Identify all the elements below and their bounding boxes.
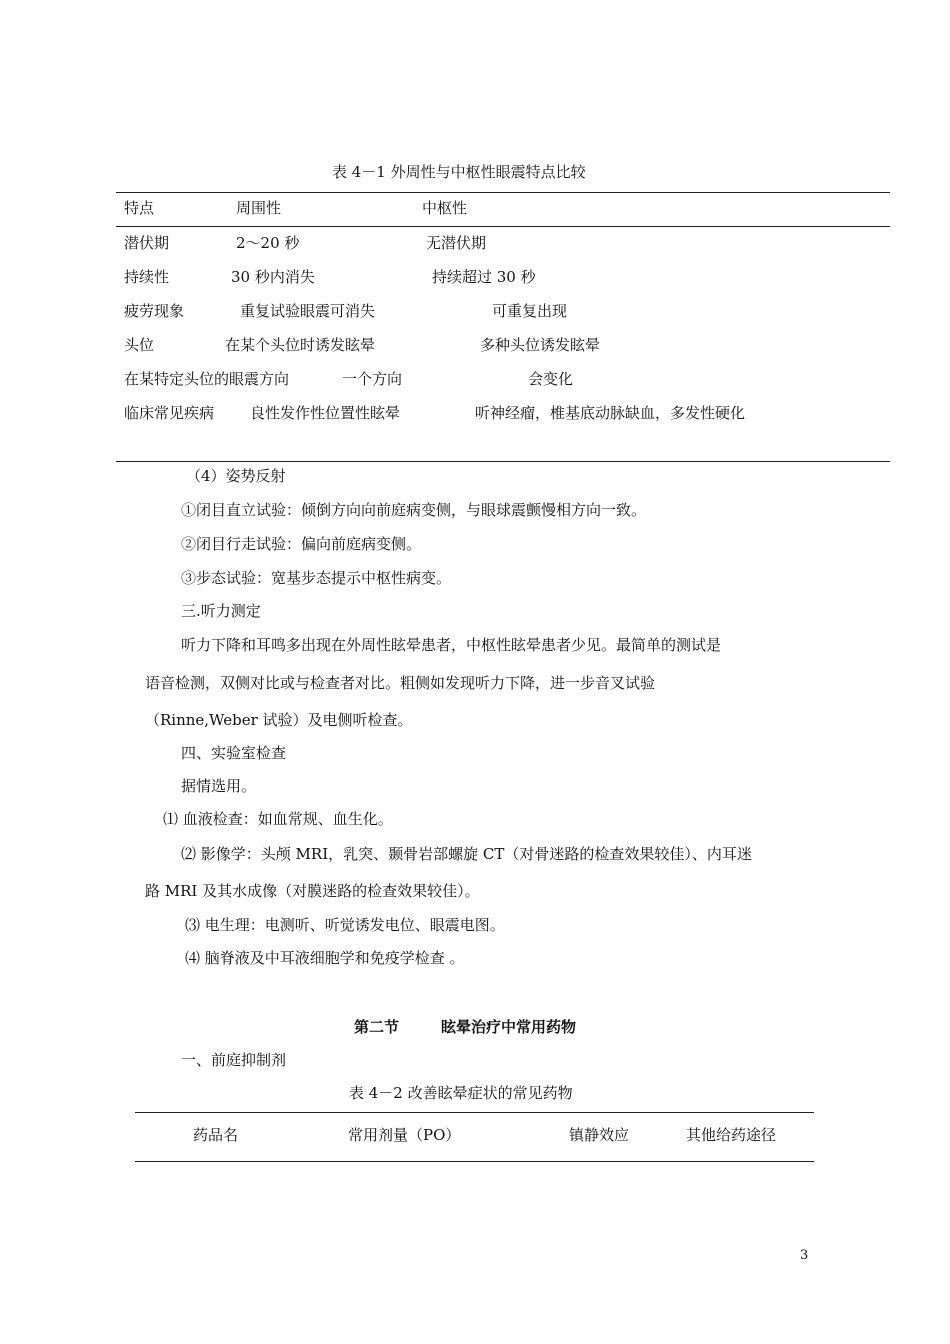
table1-row-direction-feature: 在某特定头位的眼震方向: [124, 370, 290, 388]
table1-bottom-rule: [116, 461, 890, 462]
table1-row-latency-feature: 潜伏期: [124, 234, 170, 252]
table2-header-route: 其他给药途径: [686, 1126, 777, 1144]
table1-caption: 表 4－1 外周性与中枢性眼震特点比较: [332, 163, 586, 181]
lab-item-2-cont: 路 MRI 及其水成像（对膜迷路的检查效果较佳）。: [145, 882, 480, 900]
table1-row-fatigue-peripheral: 重复试验眼震可消失: [240, 302, 376, 320]
hearing-line-3: （Rinne,Weber 试验）及电侧听检查。: [145, 711, 413, 729]
table1-header-rule: [116, 226, 890, 227]
hearing-line-2: 语音检测，双侧对比或与检查者对比。粗侧如发现听力下降，进一步音叉试验: [145, 674, 656, 692]
table1-row-duration-feature: 持续性: [124, 268, 170, 286]
table2-header-sedation: 镇静效应: [569, 1126, 630, 1144]
table1-row-headpos-central: 多种头位诱发眩晕: [480, 336, 601, 354]
posture-item-1: ①闭目直立试验：倾倒方向向前庭病变侧，与眼球震颤慢相方向一致。: [181, 501, 647, 519]
table1-row-headpos-peripheral: 在某个头位时诱发眩晕: [225, 336, 376, 354]
table1-row-direction-peripheral: 一个方向: [342, 370, 403, 388]
table2-header-dose: 常用剂量（PO）: [348, 1126, 461, 1144]
posture-heading: （4）姿势反射: [186, 467, 286, 485]
table1-row-duration-central: 持续超过 30 秒: [432, 268, 536, 286]
table1-row-direction-central: 会变化: [528, 370, 574, 388]
table1-row-duration-peripheral: 30 秒内消失: [231, 268, 315, 286]
table1-row-latency-peripheral: 2～20 秒: [236, 234, 300, 252]
table1-row-fatigue-central: 可重复出现: [492, 302, 568, 320]
lab-item-2: ⑵ 影像学：头颅 MRI，乳突、颞骨岩部螺旋 CT（对骨迷路的检查效果较佳）、内耳迷: [181, 845, 752, 863]
table2-header-rule: [135, 1161, 814, 1162]
table1-row-disease-peripheral: 良性发作性位置性眩晕: [250, 404, 401, 422]
posture-item-3: ③步态试验：宽基步态提示中枢性病变。: [181, 569, 452, 587]
table1-row-disease-central: 听神经瘤，椎基底动脉缺血，多发性硬化: [475, 404, 746, 422]
lab-item-4: ⑷ 脑脊液及中耳液细胞学和免疫学检查 。: [185, 949, 465, 967]
table1-row-fatigue-feature: 疲劳现象: [124, 302, 185, 320]
section2-subheading: 一、前庭抑制剂: [181, 1051, 287, 1069]
table2-caption: 表 4－2 改善眩晕症状的常见药物: [349, 1084, 573, 1102]
lab-item-1: ⑴ 血液检查：如血常规、血生化。: [163, 810, 393, 828]
table2-top-rule: [135, 1112, 814, 1113]
lab-intro: 据情选用。: [181, 777, 257, 795]
hearing-heading: 三.听力测定: [181, 602, 261, 620]
posture-item-2: ②闭目行走试验：偏向前庭病变侧。: [181, 535, 422, 553]
lab-item-3: ⑶ 电生理：电测听、听觉诱发电位、眼震电图。: [185, 916, 505, 934]
page-number: 3: [800, 1248, 809, 1263]
section2-number: 第二节: [354, 1018, 400, 1036]
hearing-line-1: 听力下降和耳鸣多出现在外周性眩晕患者，中枢性眩晕患者少见。最简单的测试是: [181, 636, 722, 654]
section2-title: 眩晕治疗中常用药物: [441, 1018, 577, 1036]
table1-row-latency-central: 无潜伏期: [426, 234, 487, 252]
table2-header-drug: 药品名: [193, 1126, 239, 1144]
table1-header-feature: 特点: [124, 199, 155, 217]
table1-header-central: 中枢性: [422, 199, 468, 217]
table1-header-peripheral: 周围性: [236, 199, 282, 217]
table1-top-rule: [116, 192, 890, 193]
table1-row-disease-feature: 临床常见疾病: [124, 404, 215, 422]
table1-row-headpos-feature: 头位: [124, 336, 155, 354]
lab-heading: 四、实验室检查: [181, 744, 287, 762]
